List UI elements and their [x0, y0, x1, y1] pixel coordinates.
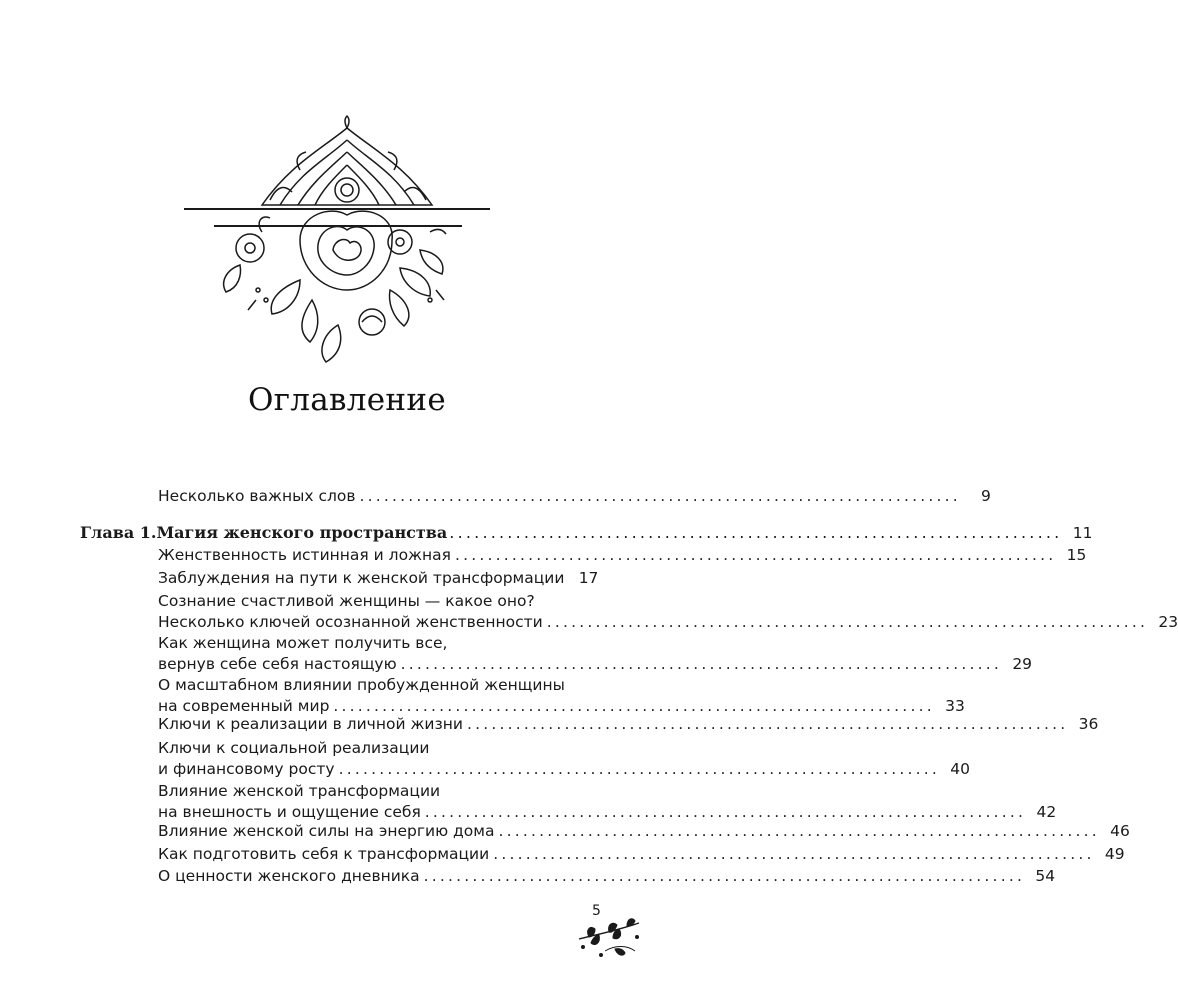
toc-leader-dots: ..........................................................................: [359, 487, 961, 505]
toc-leader-dots: ..........................................................................: [466, 715, 1069, 733]
page-title: Оглавление: [248, 382, 446, 418]
toc-leader-dots: ..........................................................................: [400, 655, 1003, 673]
toc-entry-line: и финансовому росту: [158, 760, 335, 778]
toc-entry[interactable]: [158, 591, 1178, 633]
toc-entry[interactable]: [158, 714, 1099, 735]
toc-entry[interactable]: [158, 738, 970, 780]
toc-entry-line: Заблуждения на пути к женской трансформации: [158, 569, 565, 587]
toc-entry-page: 46: [1110, 822, 1130, 840]
toc-entry[interactable]: [158, 844, 1125, 865]
toc-entry-intro[interactable]: [158, 486, 991, 507]
toc-leader-dots: ..........................................................................: [449, 523, 1063, 542]
toc-entry-page: 33: [945, 697, 965, 715]
toc-leader-dots: ..........................................................................: [423, 867, 1026, 885]
toc-entry[interactable]: [158, 568, 599, 589]
toc-entry-line: Как женщина может получить все,: [158, 634, 448, 652]
toc-entry[interactable]: [158, 781, 1057, 823]
toc-entry-line: Ключи к социальной реализации: [158, 739, 430, 757]
toc-entry[interactable]: [158, 866, 1056, 887]
toc-entry-page: 29: [1012, 655, 1033, 673]
toc-entry-line: на современный мир: [158, 697, 330, 715]
chapter-label: Глава 1.: [80, 523, 157, 542]
toc-entry-page: 9: [981, 487, 991, 505]
toc-entry-page: 17: [578, 569, 599, 587]
toc-entry-line: О ценности женского дневника: [158, 867, 420, 885]
chapter-page: 11: [1072, 524, 1093, 542]
toc-leader-dots: ..........................................................................: [493, 845, 1095, 863]
toc-leader-dots: ..........................................................................: [338, 760, 940, 778]
toc-leader-dots: ..........................................................................: [424, 803, 1027, 821]
toc-entry[interactable]: [158, 633, 1033, 675]
toc-entry-line: Влияние женской трансформации: [158, 782, 441, 800]
mandala-floral-ornament: [0, 0, 694, 380]
toc-entry-page: 23: [1158, 613, 1178, 631]
toc-entry-page: 42: [1036, 803, 1057, 821]
toc-entry-line: О масштабном влиянии пробужденной женщины: [158, 676, 565, 694]
toc-entry-line: Влияние женской силы на энергию дома: [158, 822, 495, 840]
toc-entry-line: Сознание счастливой женщины — какое оно?: [158, 592, 535, 610]
toc-leader-dots: ..........................................................................: [546, 613, 1149, 631]
toc-entry-page: 40: [950, 760, 970, 778]
toc-entry-line: Как подготовить себя к трансформации: [158, 845, 490, 863]
toc-entry-line: вернув себе себя настоящую: [158, 655, 397, 673]
toc-leader-dots: ..........................................................................: [498, 822, 1100, 840]
toc-entry-line: Несколько ключей осознанной женственности: [158, 613, 543, 631]
toc-leader-dots: ..........................................................................: [333, 697, 935, 715]
leaf-sprig-icon: [575, 905, 645, 965]
toc-entry-line: Ключи к реализации в личной жизни: [158, 715, 463, 733]
toc-entry[interactable]: [158, 821, 1130, 842]
toc-leader-dots: ..........................................................................: [454, 546, 1057, 564]
toc-entry[interactable]: [158, 675, 965, 717]
toc-entry-page: 36: [1078, 715, 1099, 733]
toc-entry-page: 54: [1035, 867, 1056, 885]
page-number: 5: [592, 903, 601, 919]
toc-entry-line: на внешность и ощущение себя: [158, 803, 421, 821]
toc-entry[interactable]: [158, 545, 1087, 566]
toc-entry-page: 49: [1104, 845, 1125, 863]
toc-entry-line: Женственность истинная и ложная: [158, 546, 451, 564]
toc-entry-page: 15: [1066, 546, 1087, 564]
toc-chapter-1[interactable]: [80, 522, 1093, 544]
chapter-title: Магия женского пространства: [156, 523, 448, 542]
toc-entry-title: Несколько важных слов: [158, 487, 356, 505]
